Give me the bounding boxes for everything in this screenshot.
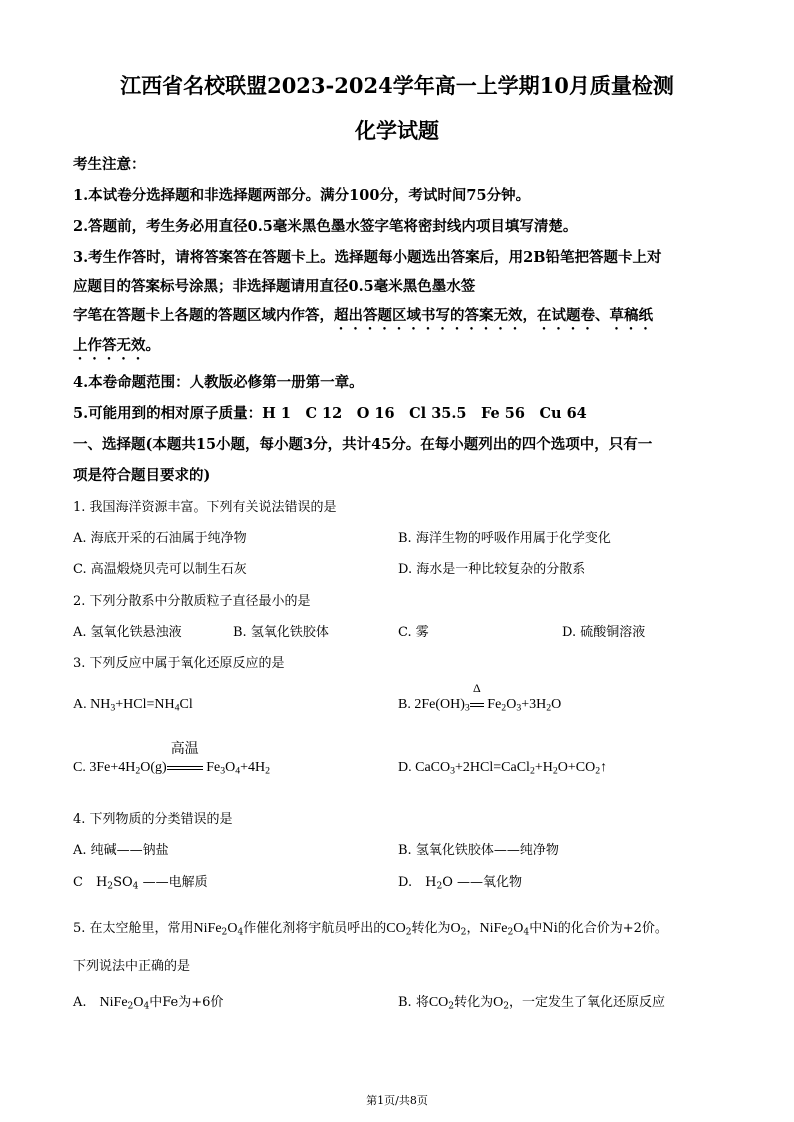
- formula-text: +HCl=NH: [115, 697, 175, 712]
- subscript: 4: [523, 927, 530, 938]
- subscript: 3: [516, 702, 522, 714]
- formula-text: Fe: [202, 760, 221, 775]
- subscript: 2: [501, 702, 507, 714]
- reaction-condition: [470, 681, 484, 713]
- q4-option-b: B. 氢氧化铁胶体——纯净物: [398, 843, 559, 858]
- subscript: 2: [460, 927, 467, 938]
- equals-sign: [470, 703, 484, 707]
- formula-text: O: [450, 921, 461, 936]
- stem-text: 转化为: [411, 921, 451, 936]
- q3-stem: 3. 下列反应中属于氧化还原反应的是: [73, 656, 285, 671]
- notice-text: 。: [145, 337, 160, 354]
- section-heading-line-2: 项是符合题目要求的): [73, 467, 211, 484]
- subscript: 4: [132, 881, 139, 892]
- stem-text: 中Ni的化合价为+2价。: [529, 921, 668, 936]
- formula-text: O: [225, 760, 236, 775]
- q4-option-d: [398, 871, 522, 890]
- notice-item-5: 5.可能用到的相对原子质量：H 1 C 12 O 16 Cl 35.5 Fe 56 Cu 64: [73, 405, 587, 422]
- subscript: 2: [546, 702, 552, 714]
- formula-text: B. 2Fe(OH): [398, 697, 465, 712]
- q1-option-a: A. 海底开采的石油属于纯净物: [73, 531, 247, 546]
- stem-text: ，: [466, 921, 480, 936]
- q1-option-d: D. 海水是一种比较复杂的分散系: [398, 562, 586, 577]
- subscript: 2: [405, 927, 412, 938]
- notice-text: ，: [522, 307, 537, 324]
- condition-label: Δ: [472, 681, 481, 695]
- q5-option-b: [398, 991, 665, 1011]
- subscript: 4: [143, 1001, 150, 1012]
- formula-text: A. NH: [73, 697, 111, 712]
- formula-text: ——电解质: [138, 875, 208, 890]
- reaction-condition: [167, 742, 203, 776]
- formula-text: O+CO: [557, 760, 596, 775]
- notice-item-3-line-2: 应题目的答案标号涂黑；非选择题请用直径0.5毫米黑色墨水签: [73, 278, 476, 295]
- formula-text: NiFe: [99, 995, 128, 1010]
- formula-text: NiFe: [479, 921, 508, 936]
- option-text: B. 将: [398, 995, 429, 1010]
- q3-option-a: [73, 697, 193, 713]
- formula-text: CO: [386, 921, 406, 936]
- formula-text: O: [133, 995, 144, 1010]
- subscript: 4: [235, 765, 241, 777]
- q2-option-b: B. 氢氧化铁胶体: [233, 625, 329, 640]
- formula-text: +2HCl=CaCl: [455, 760, 530, 775]
- notice-emphasis: 超出答题区域书写的答案无效: [334, 307, 523, 324]
- formula-text: C. 3Fe+4H: [73, 760, 136, 775]
- subscript: 2: [135, 765, 141, 777]
- formula-text: +3H: [521, 697, 547, 712]
- formula-text: Fe: [483, 697, 502, 712]
- q3-option-d: [398, 760, 607, 776]
- formula-text: CO: [428, 995, 449, 1010]
- q4-option-a: A. 纯碱——钠盐: [73, 843, 169, 858]
- q5-stem: [73, 917, 668, 937]
- notice-emphasis: 在试题卷、草稿纸: [537, 307, 653, 324]
- subscript: 2: [507, 927, 514, 938]
- section-heading-line-1: 一、选择题(本题共15小题，每小题3分，共计45分。在每小题列出的四个选项中，只有一: [73, 436, 653, 453]
- subscript: 2: [127, 1001, 134, 1012]
- notice-emphasis: 上作答无效: [73, 337, 146, 354]
- page-title: 江西省名校联盟2023-2024学年高一上学期10月质量检测: [120, 73, 674, 98]
- subscript: 2: [221, 927, 228, 938]
- subscript: 2: [436, 881, 443, 892]
- formula-text: D. CaCO: [398, 760, 451, 775]
- q2-option-d: D. 硫酸铜溶液: [562, 625, 646, 640]
- notice-item-3-line-4: [73, 334, 160, 363]
- q1-option-c: C. 高温煅烧贝壳可以制生石灰: [73, 562, 247, 577]
- subscript: 4: [174, 702, 180, 714]
- subscript: 2: [265, 765, 271, 777]
- subscript: 2: [552, 765, 558, 777]
- subscript: 4: [237, 927, 244, 938]
- formula-text: ↑: [600, 760, 608, 775]
- subscript: 3: [110, 702, 116, 714]
- q4-option-c: [73, 871, 208, 890]
- formula-text: O: [493, 995, 504, 1010]
- subscript: 2: [529, 765, 535, 777]
- page-subtitle: 化学试题: [355, 118, 439, 143]
- notice-item-3-line-3: [73, 304, 653, 333]
- option-text: ，一定发生了氧化还原反应: [509, 995, 666, 1010]
- q5-stem-line-2: 下列说法中正确的是: [73, 959, 191, 974]
- formula-text: C H: [73, 875, 108, 890]
- q3-option-b: [398, 681, 562, 714]
- subscript: 2: [595, 765, 601, 777]
- condition-label: 高温: [170, 742, 199, 757]
- formula-text: D. H: [398, 875, 437, 890]
- q2-option-a: A. 氢氧化铁悬浊液: [73, 625, 182, 640]
- formula-text: O: [506, 697, 517, 712]
- subscript: 3: [464, 702, 470, 714]
- formula-text: NiFe: [193, 921, 222, 936]
- q2-option-c: C. 雾: [398, 625, 429, 640]
- formula-text: SO: [113, 875, 133, 890]
- formula-text: +4H: [240, 760, 266, 775]
- q2-stem: 2. 下列分散系中分散质粒子直径最小的是: [73, 594, 311, 609]
- q5-option-a: [73, 991, 223, 1011]
- formula-text: O: [551, 697, 562, 712]
- stem-text: 5. 在太空舱里，常用: [73, 921, 194, 936]
- notice-item-3-line-1: 3.考生作答时，请将答案答在答题卡上。选择题每小题选出答案后，用2B铅笔把答题卡上对: [73, 249, 662, 266]
- notice-item-4: 4.本卷命题范围：人教版必修第一册第一章。: [73, 374, 364, 391]
- formula-text: O ——氧化物: [442, 875, 523, 890]
- notice-item-2: 2.答题前，考生务必用直径0.5毫米黑色墨水签字笔将密封线内项目填写清楚。: [73, 218, 578, 235]
- q1-option-b: B. 海洋生物的呼吸作用属于化学变化: [398, 531, 611, 546]
- formula-text: O: [513, 921, 524, 936]
- notice-text: 字笔在答题卡上各题的答题区域内作答，: [73, 307, 334, 324]
- q1-stem: 1. 我国海洋资源丰富。下列有关说法错误的是: [73, 500, 337, 515]
- equals-sign: [167, 766, 203, 770]
- formula-text: Cl: [179, 697, 193, 712]
- page-footer: 第1页/共8页: [366, 1094, 428, 1107]
- q4-stem: 4. 下列物质的分类错误的是: [73, 812, 233, 827]
- subscript: 3: [450, 765, 456, 777]
- formula-text: O: [227, 921, 238, 936]
- option-text: A.: [73, 995, 100, 1010]
- option-text: 中Fe为+6价: [149, 995, 224, 1010]
- subscript: 2: [107, 881, 114, 892]
- formula-text: +H: [534, 760, 553, 775]
- subscript: 2: [503, 1001, 510, 1012]
- subscript: 2: [448, 1001, 455, 1012]
- notice-item-1: 1.本试卷分选择题和非选择题两部分。满分100分，考试时间75分钟。: [73, 187, 531, 204]
- option-text: 转化为: [454, 995, 494, 1010]
- formula-text: O(g): [140, 760, 167, 775]
- notice-heading: 考生注意：: [73, 156, 146, 173]
- q3-option-c: [73, 742, 271, 777]
- subscript: 3: [220, 765, 226, 777]
- stem-text: 作催化剂将宇航员呼出的: [243, 921, 387, 936]
